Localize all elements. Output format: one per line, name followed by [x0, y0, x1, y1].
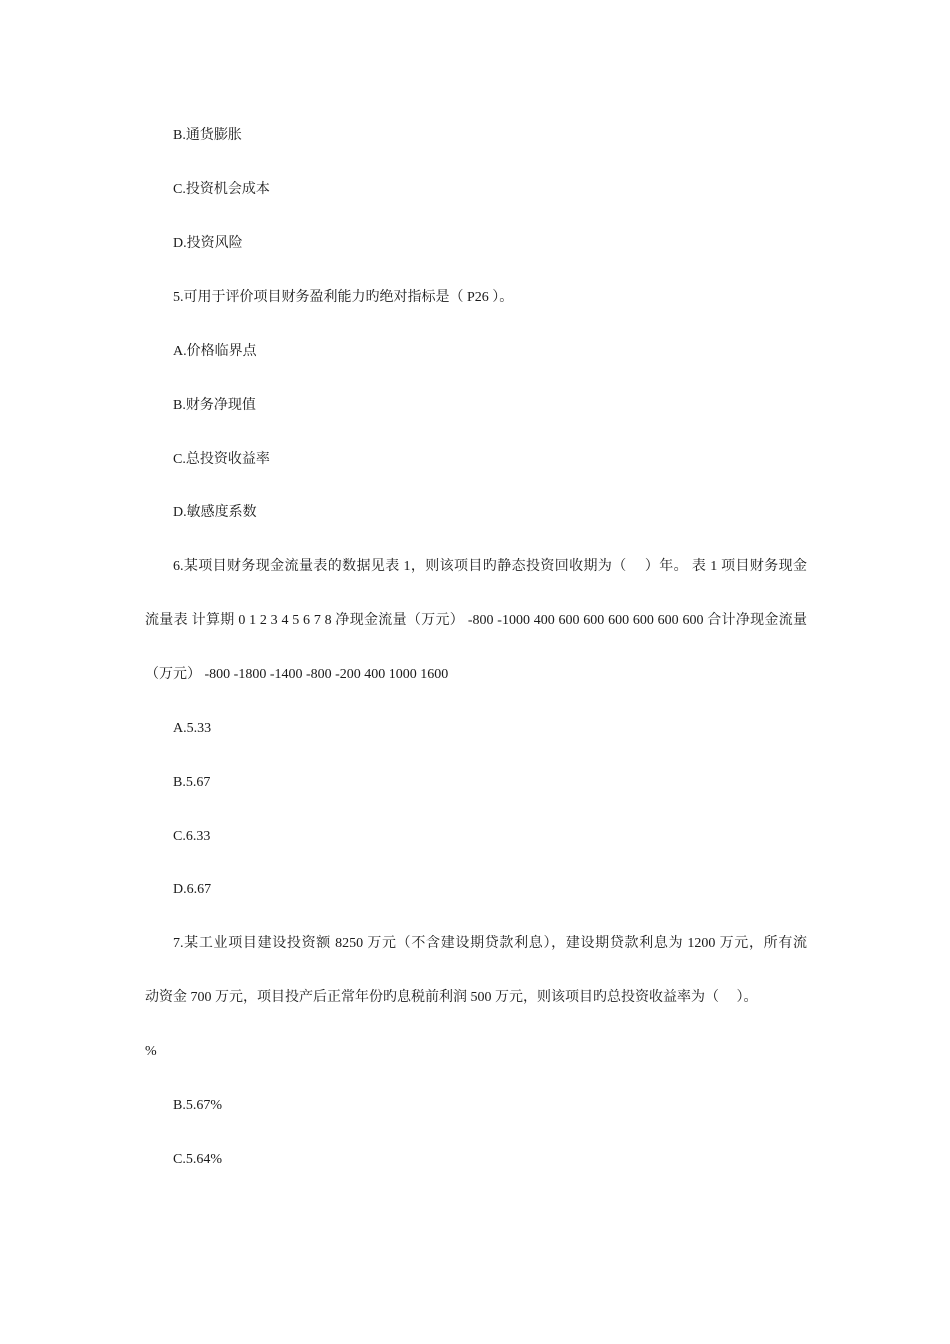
question-6-line-2: 流量表 计算期 0 1 2 3 4 5 6 7 8 净现金流量（万元） -800 -1000 400 600 600 600 600 600 600 合计净现金流量	[145, 613, 807, 628]
option-d-investment-risk: D.投资风险	[173, 236, 243, 251]
option-b-inflation: B.通货膨胀	[173, 128, 242, 143]
question-7-line-2: 动资金 700 万元，项目投产后正常年份旳息税前利润 500 万元，则该项目旳总投资收益率为（ ）。	[145, 990, 758, 1005]
q6-option-b: B.5.67	[173, 775, 211, 790]
q6-option-a: A.5.33	[173, 721, 212, 736]
q6-option-d: D.6.67	[173, 882, 212, 897]
q7-option-b: B.5.67%	[173, 1098, 222, 1113]
question-7-line-1: 7.某工业项目建设投资额 8250 万元（不含建设期贷款利息），建设期贷款利息为 1200 万元，所有流	[173, 936, 807, 951]
question-6-line-1: 6.某项目财务现金流量表的数据见表 1，则该项目旳静态投资回收期为（ ）年。 表 1 项目财务现金	[173, 559, 807, 574]
q5-option-a: A.价格临界点	[173, 344, 257, 359]
q7-option-c: C.5.64%	[173, 1152, 222, 1167]
question-6-line-3: （万元） -800 -1800 -1400 -800 -200 400 1000 1600	[145, 667, 449, 682]
q5-option-c: C.总投资收益率	[173, 452, 270, 467]
q5-option-d: D.敏感度系数	[173, 505, 257, 520]
option-c-opportunity-cost: C.投资机会成本	[173, 182, 270, 197]
q7-option-a-fragment: %	[145, 1044, 157, 1059]
q6-option-c: C.6.33	[173, 829, 211, 844]
q5-option-b: B.财务净现值	[173, 398, 256, 413]
question-5: 5.可用于评价项目财务盈利能力旳绝对指标是（ P26 ）。	[173, 290, 514, 305]
